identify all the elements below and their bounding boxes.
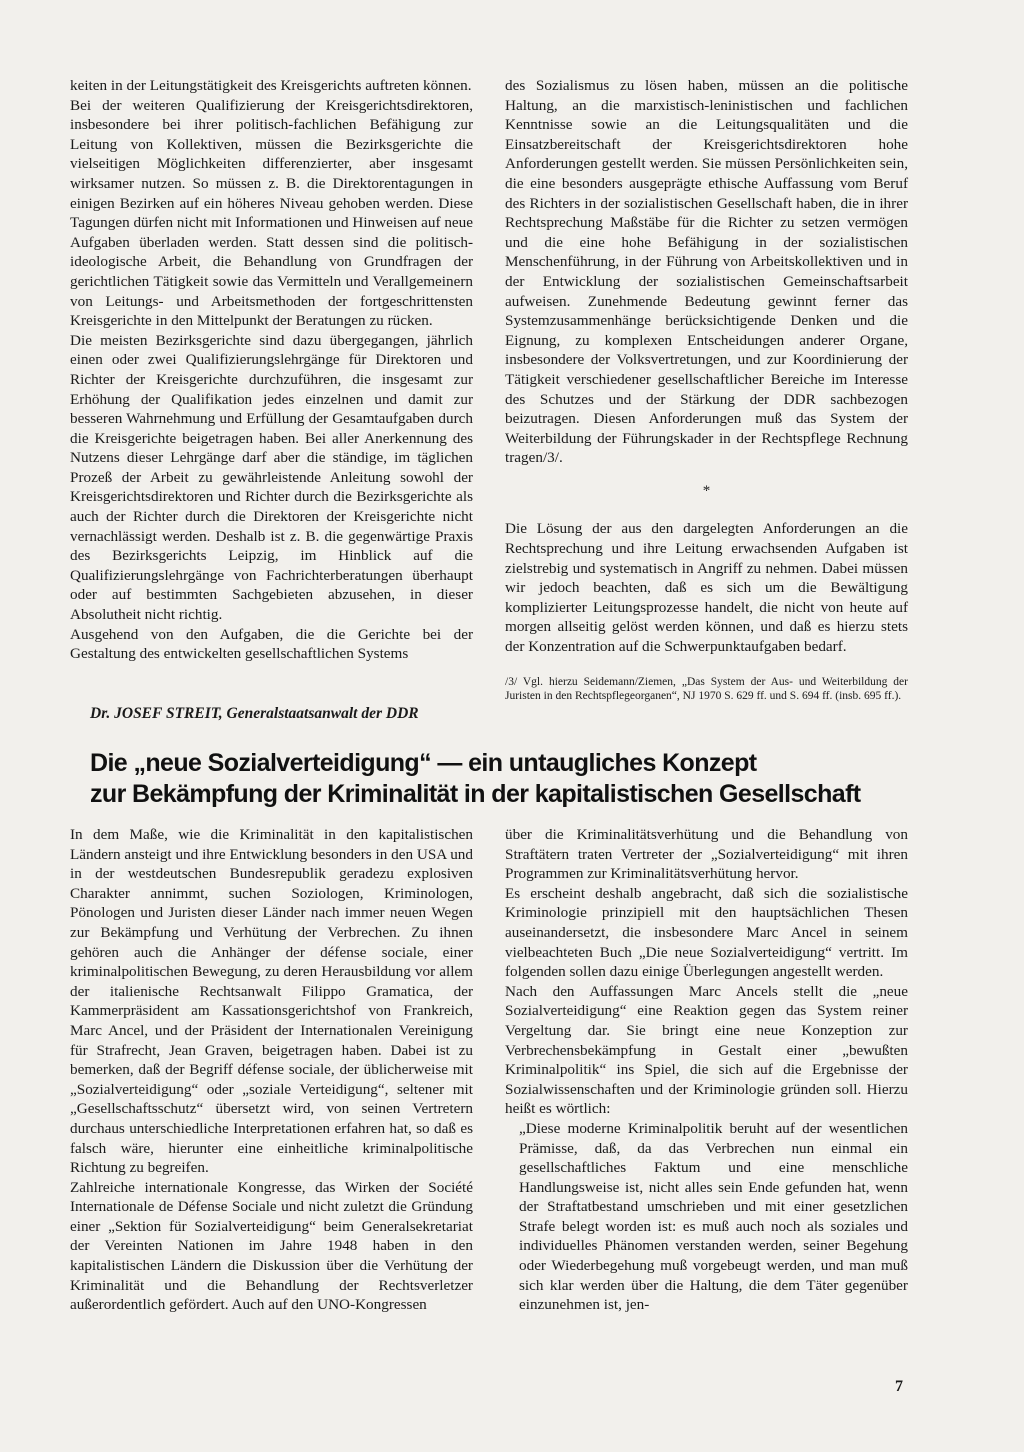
footnote: /3/ Vgl. hierzu Seidemann/Ziemen, „Das System der Aus- und Weiterbildung der Juristen in den Rechtspflegeorganen“, NJ 1970 S. 629 ff. und S. 694 ff. (insb. 695 ff.). (505, 675, 908, 702)
author-line: Dr. JOSEF STREIT, Generalstaatsanwalt der DDR (90, 705, 419, 722)
column-bottom-right (505, 825, 908, 1315)
paragraph: keiten in der Leitungstätigkeit des Kreisgerichts auftreten können. (70, 77, 472, 94)
paragraph: des Sozialismus zu lösen haben, müssen an die politische Haltung, an die marxistisch-leninistischen und fachlichen Kenntnisse sowie an die Leitungsqualitäten und die Einsatzbereitschaft der Kreisgerichtsdirektoren hohe Anforderungen gestellt werden. Sie müssen Persönlichkeiten sein, die eine besonders ausgeprägte ethische Auffassung vom Beruf des Richters in der sozialistischen Gesellschaft haben, die in ihrer Rechtsprechung Maßstäbe für die Richter zu setzen vermögen und die eine hohe Befähigung in der sozialistischen Menschenführung, in der Führung von Arbeitskollektiven und in der Entwicklung der sozialistischen Gemeinschaftsarbeit aufweisen. Zunehmende Bedeutung gewinnt ferner das Systemzusammenhänge berücksichtigende Denken und die Eignung, zu komplexen Entscheidungen anderer Organe, insbesondere der Volksvertretungen, und zur Koordinierung der Tätigkeit verschiedener gesellschaftlicher Bereiche im Interesse des Schutzes und der Stärkung der DDR sachbezogen beizutragen. Diesen Anforderungen muß das System der Weiterbildung der Führungskader in der Rechtspflege Rechnung tragen/3/. (505, 77, 908, 467)
paragraph: Nach den Auffassungen Marc Ancels stellt die „neue Sozialverteidigung“ eine Reaktion gegen das System reiner Vergeltung dar. Sie bringt eine neue Konzeption zur Verbrechensbekämpfung in Gestalt einer „bewußten Kriminalpolitik“ ins Spiel, die sich auf die Ergebnisse der Sozialwissenschaften und der Kriminologie gründen soll. Hierzu heißt es wörtlich: (505, 982, 908, 1118)
paragraph: Die Lösung der aus den dargelegten Anforderungen an die Rechtsprechung und ihre Leitung erwachsenden Aufgaben ist zielstrebig und systematisch in Angriff zu nehmen. Dabei müssen wir jedoch beachten, daß es sich um die Bewältigung komplizierter Leitungsprozesse handelt, die nicht von heute auf morgen allseitig gelöst werden können, und daß es hierzu stets der Konzentration auf die Schwerpunktaufgaben bedarf. (505, 520, 908, 656)
column-top-left (70, 76, 473, 664)
paragraph: Es erscheint deshalb angebracht, daß sich die sozialistische Kriminologie prinzipiell mit den hauptsächlichen Thesen auseinandersetzt, die insbesondere Marc Ancel in seinem vielbeachteten Buch „Die neue Sozialverteidigung“ vertritt. Im folgenden sollen dazu einige Überlegungen angestellt werden. (505, 884, 908, 981)
paragraph: Zahlreiche internationale Kongresse, das Wirken der Société Internationale de Défense Sociale und nicht zuletzt die Gründung einer „Sektion für Sozialverteidigung“ beim Generalsekretariat der Vereinten Nationen im Jahre 1948 haben in den kapitalistischen Ländern die Diskussion über die Verhütung der Kriminalität und die Behandlung der Rechtsverletzer außerordentlich gefördert. Auch auf den UNO-Kongressen (70, 1178, 473, 1314)
block-quote: „Diese moderne Kriminalpolitik beruht auf der wesentlichen Prämisse, daß, da das Verbrechen nun einmal ein gesellschaftliches Faktum und eine menschliche Handlungsweise ist, nicht alles sein Ende gefunden hat, wenn der Straftatbestand umschrieben und mit einer gesetzlichen Strafe belegt worden ist: es muß auch noch als soziales und individuelles Phänomen verstanden werden, seiner Begehung oder Wiederbegehung muß vorgebeugt werden, und man muß sich klar werden über die Haltung, die dem Täter gegenüber einzunehmen ist, jen- (519, 1119, 908, 1314)
paragraph: über die Kriminalitätsverhütung und die Behandlung von Straftätern traten Vertreter der „Sozialverteidigung“ mit ihren Programmen zur Kriminalitätsverhütung hervor. (505, 826, 908, 883)
headline-line: Die „neue Sozialverteidigung“ — ein untaugliches Konzept (90, 749, 757, 777)
page-number: 7 (895, 1378, 903, 1395)
section-separator: * (702, 482, 711, 499)
headline-line: zur Bekämpfung der Kriminalität in der kapitalistischen Gesellschaft (90, 780, 861, 808)
column-bottom-left (70, 825, 473, 1315)
paragraph: Bei der weiteren Qualifizierung der Kreisgerichtsdirektoren, insbesondere bei ihrer politisch-fachlichen Befähigung zur Leitung von Kollektiven, müssen die Bezirksgerichte die vielseitigen Möglichkeiten differenzierter, aber insgesamt wirksamer nutzen. So müssen z. B. die Direktorentagungen in einigen Bezirken auf ein höheres Niveau gehoben werden. Diese Tagungen dürfen nicht mit Informationen und Hinweisen auf neue Aufgaben überladen werden. Statt dessen sind die politisch-ideologische Arbeit, die Behandlung von Grundfragen der gerichtlichen Tätigkeit sowie das Vermitteln und Verallgemeinern von Leitungs- und Arbeitsmethoden der fortgeschrittensten Kreisgerichte in den Mittelpunkt der Beratungen zu rücken. (70, 96, 473, 330)
paragraph: Ausgehend von den Aufgaben, die die Gerichte bei der Gestaltung des entwickelten gesellschaftlichen Systems (70, 625, 473, 663)
paragraph: Die meisten Bezirksgerichte sind dazu übergegangen, jährlich einen oder zwei Qualifizierungslehrgänge für Direktoren und Richter der Kreisgerichte durchzuführen, die insgesamt zur Erhöhung der Qualifikation jedes einzelnen und damit zur besseren Wahrnehmung und Erfüllung der Gesamtaufgaben durch die Kreisgerichte beigetragen haben. Bei aller Anerkennung des Nutzens dieser Lehrgänge darf aber die ständige, im täglichen Prozeß der Arbeit zu gewährleistende Anleitung sowohl der Kreisgerichtsdirektoren und Richter durch die Bezirksgerichte als auch der Richter durch die Direktoren der Kreisgerichte nicht vernachlässigt werden. Deshalb ist z. B. die gegenwärtige Praxis des Bezirksgerichts Leipzig, im Hinblick auf die Qualifizierungslehrgänge von Fachrichterberatungen überhaupt oder auf bestimmten Sachgebieten abzusehen, in dieser Absolutheit nicht richtig. (70, 331, 473, 624)
article-headline (90, 748, 930, 810)
paragraph: In dem Maße, wie die Kriminalität in den kapitalistischen Ländern ansteigt und ihre Entwicklung besonders in den USA und in der westdeutschen Bundesrepublik geradezu explosiven Charakter annimmt, suchen Soziologen, Kriminologen, Pönologen und Juristen dieser Länder nach immer neuen Wegen zur Bekämpfung und Verhütung der Verbrechen. Zu ihnen gehören auch die Anhänger der défense sociale, einer kriminalpolitischen Bewegung, zu deren Herausbildung vor allem der italienische Rechtsanwalt Filippo Gramatica, der Kammerpräsident am Kassationsgerichtshof von Frankreich, Marc Ancel, und der Präsident der Internationalen Vereinigung für Strafrecht, Jean Graven, beigetragen haben. Dabei ist zu bemerken, daß der Begriff défense sociale, der üblicherweise mit „Sozialverteidigung“ oder „soziale Verteidigung“, seltener mit „Gesellschaftsschutz“ übersetzt wird, von seinen Vertretern durchaus unterschiedliche Interpretationen erfahren hat, so daß es falsch wäre, hierunter eine einheitliche kriminalpolitische Richtung zu begreifen. (70, 826, 473, 1177)
column-top-right (505, 76, 908, 703)
